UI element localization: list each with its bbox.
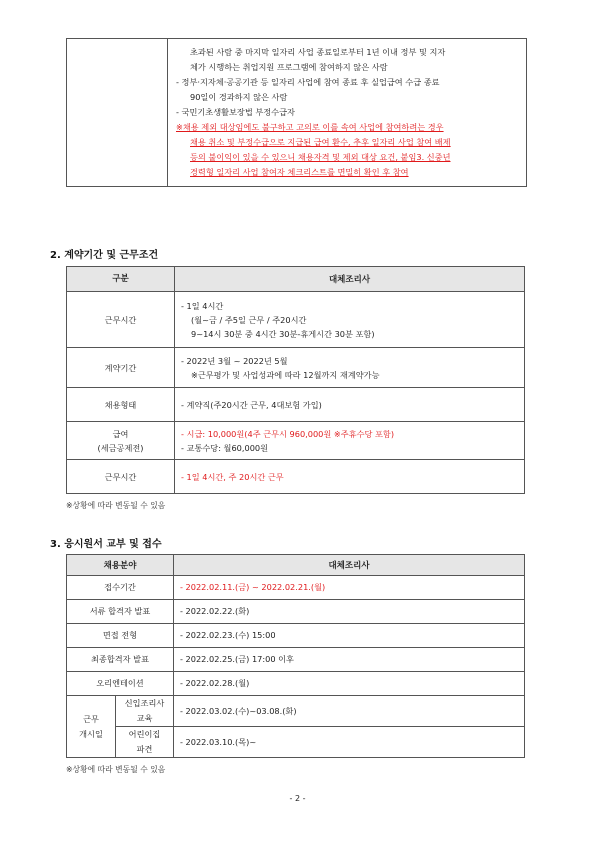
row-value xyxy=(175,292,525,348)
eligibility-label-cell xyxy=(67,39,168,187)
start-label-line: 근무 xyxy=(83,713,99,724)
table-header-row xyxy=(67,555,525,576)
row-label: 서류 합격자 발표 xyxy=(67,600,174,624)
row-value xyxy=(175,422,525,460)
table-row xyxy=(67,727,525,758)
eligibility-line: 체가 시행하는 취업지원 프로그램에 참여하지 않은 사람 xyxy=(190,62,388,72)
header-position: 대체조리사 xyxy=(175,267,525,292)
page-number: - 2 - xyxy=(289,794,306,803)
work-hours-line: (월~금 / 주5일 근무 / 주20시간 xyxy=(191,314,307,325)
warning-line: ※채용 제외 대상임에도 불구하고 고의로 이를 속여 사업에 참여하려는 경우 xyxy=(176,122,444,132)
salary-line: - 시급: 10,000원(4주 근무시 960,000원 ※주휴수당 포함) xyxy=(181,428,395,439)
warning-line: 등의 불이익이 있을 수 있으니 채용자격 및 제외 대상 요건, 붙임3. 신중년 xyxy=(190,152,451,162)
table-row xyxy=(67,648,525,672)
row-label: 근무시간 xyxy=(67,460,175,494)
sub-label-line: 어린이집 xyxy=(128,729,161,739)
eligibility-line: - 국민기초생활보장법 부정수급자 xyxy=(176,107,295,117)
section-3-note: ※상황에 따라 변동될 수 있음 xyxy=(66,765,166,774)
row-value: - 2022.03.10.(목)~ xyxy=(174,727,525,758)
sub-label-dispatch xyxy=(116,727,174,758)
eligibility-line: 초과된 사람 중 마지막 일자리 사업 종료일로부터 1년 이내 정부 및 지자 xyxy=(190,47,446,57)
row-value: - 2022.02.25.(금) 17:00 이후 xyxy=(174,648,525,672)
sub-label-line: 신입조리사 xyxy=(124,698,165,708)
allowance-line: - 교통수당: 월60,000원 xyxy=(181,442,269,453)
warning-line: 경력형 일자리 사업 참여자 체크리스트를 면밀히 확인 후 참여 xyxy=(190,167,409,177)
application-schedule-table xyxy=(66,554,525,758)
table-row xyxy=(67,292,525,348)
section-3-title: 3. 응시원서 교부 및 접수 xyxy=(50,539,162,550)
table-row xyxy=(67,388,525,422)
table-row xyxy=(67,696,525,727)
table-row xyxy=(67,460,525,494)
section-2-title: 2. 계약기간 및 근무조건 xyxy=(50,250,159,261)
sub-label-line: 파견 xyxy=(136,744,153,754)
row-label: 면접 전형 xyxy=(67,624,174,648)
start-label-line: 개시일 xyxy=(79,728,103,739)
row-value: - 계약직(주20시간 근무, 4대보험 가입) xyxy=(175,388,525,422)
row-label: 근무시간 xyxy=(67,292,175,348)
table-row xyxy=(67,624,525,648)
row-value: - 2022.02.23.(수) 15:00 xyxy=(174,624,525,648)
sub-label-training xyxy=(116,696,174,727)
header-position: 대체조리사 xyxy=(174,555,525,576)
start-date-label xyxy=(67,696,116,758)
row-value: - 2022.03.02.(수)~03.08.(화) xyxy=(174,696,525,727)
section-2-note: ※상황에 따라 변동될 수 있음 xyxy=(66,501,166,510)
row-value: - 2022.02.11.(금) ~ 2022.02.21.(월) xyxy=(174,576,525,600)
table-row xyxy=(67,600,525,624)
warning-line: 채용 취소 및 부정수급으로 지급된 급여 환수, 추후 일자리 사업 참여 배제 xyxy=(190,137,451,147)
contract-line: - 2022년 3월 ~ 2022년 5월 xyxy=(181,355,288,366)
table-row xyxy=(67,422,525,460)
eligibility-content-cell xyxy=(168,39,527,187)
work-hours-line: 9~14시 30분 중 4시간 30분-휴게시간 30분 포함) xyxy=(191,328,375,339)
row-label xyxy=(67,422,175,460)
row-label: 최종합격자 발표 xyxy=(67,648,174,672)
row-label: 채용형태 xyxy=(67,388,175,422)
eligibility-table xyxy=(66,38,527,187)
row-label: 접수기간 xyxy=(67,576,174,600)
work-hours-line: - 1일 4시간 xyxy=(181,300,224,311)
work-conditions-table xyxy=(66,266,525,494)
table-row xyxy=(67,672,525,696)
salary-label: 급여 xyxy=(112,428,129,439)
row-value: - 2022.02.28.(월) xyxy=(174,672,525,696)
row-value: - 2022.02.22.(화) xyxy=(174,600,525,624)
sub-label-line: 교육 xyxy=(136,713,153,723)
salary-sublabel: (세금공제전) xyxy=(97,442,144,453)
table-row xyxy=(67,576,525,600)
header-category: 구분 xyxy=(67,267,175,292)
contract-line: ※근무평가 및 사업성과에 따라 12월까지 재계약가능 xyxy=(191,369,380,380)
row-label: 계약기간 xyxy=(67,348,175,388)
row-value: - 1일 4시간, 주 20시간 근무 xyxy=(175,460,525,494)
table-row xyxy=(67,348,525,388)
eligibility-line: 90일이 경과하지 않은 사람 xyxy=(190,92,288,102)
row-value xyxy=(175,348,525,388)
row-label: 오리엔테이션 xyxy=(67,672,174,696)
eligibility-line: - 정부·지자체·공공기관 등 일자리 사업에 참여 종료 후 실업급여 수급 종료 xyxy=(176,77,440,87)
header-field: 채용분야 xyxy=(67,555,174,576)
table-header-row xyxy=(67,267,525,292)
